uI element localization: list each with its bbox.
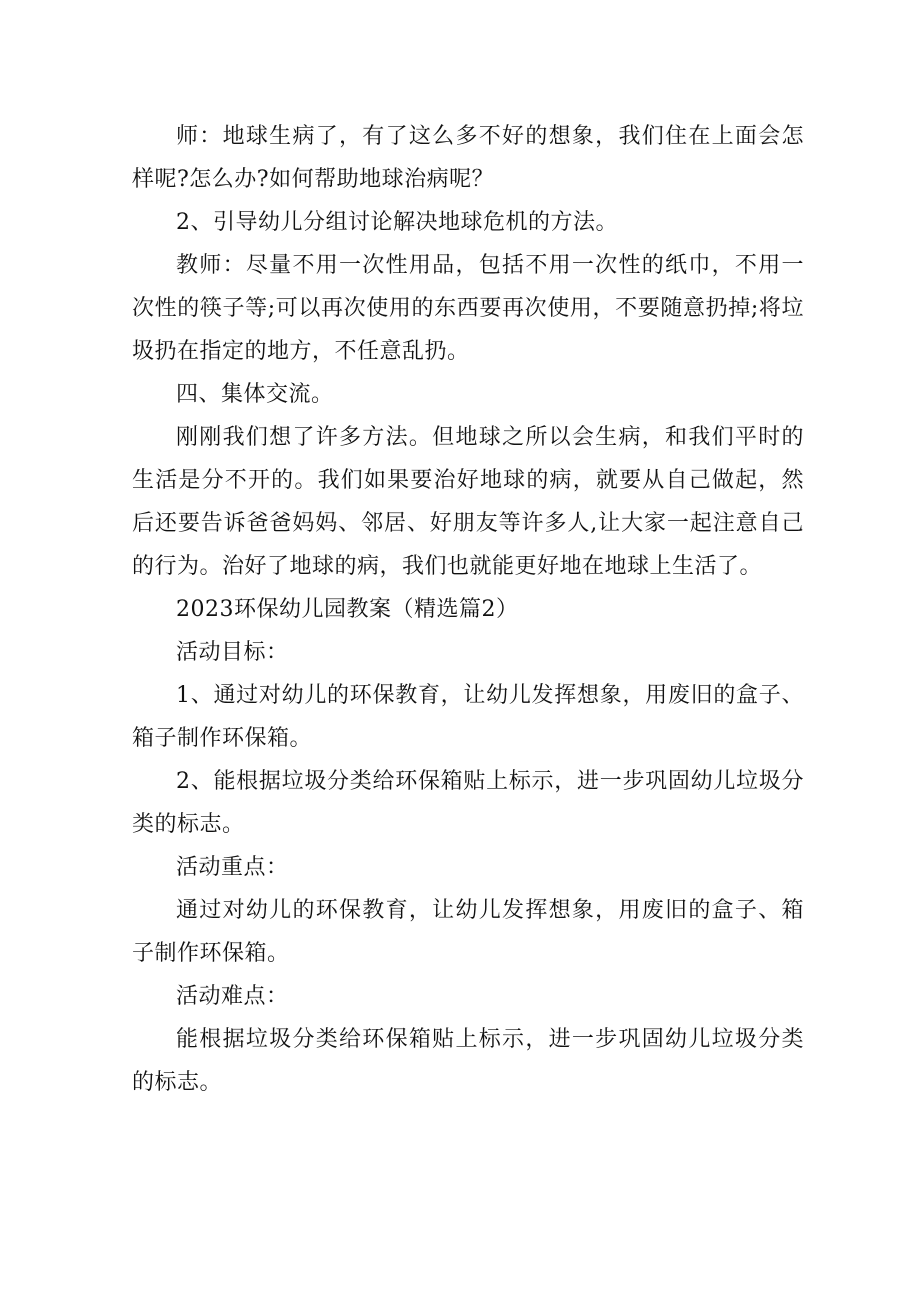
activity-focus-text: 通过对幼儿的环保教育，让幼儿发挥想象，用废旧的盒子、箱子制作环保箱。 <box>132 898 804 966</box>
paragraph-teacher-question: 师：地球生病了，有了这么多不好的想象，我们住在上面会怎样呢?怎么办?如何帮助地球治病呢？ <box>132 124 804 192</box>
goal-1: 1、通过对幼儿的环保教育，让幼儿发挥想象，用废旧的盒子、箱子制作环保箱。 <box>132 683 804 751</box>
paragraph-summary: 刚刚我们想了许多方法。但地球之所以会生病，和我们平时的生活是分不开的。我们如果要治好地球的病，就要从自己做起，然后还要告诉爸爸妈妈、邻居、好朋友等许多人,让大家一起注意自己的行为。治好了地球的病，我们也就能更好地在地球上生活了。 <box>132 425 804 579</box>
goal-2: 2、能根据垃圾分类给环保箱贴上标示，进一步巩固幼儿垃圾分类的标志。 <box>132 769 804 837</box>
heading-activity-focus: 活动重点： <box>176 855 289 880</box>
paragraph-step-2: 2、引导幼儿分组讨论解决地球危机的方法。 <box>176 210 618 235</box>
section-heading-collective-exchange: 四、集体交流。 <box>176 382 334 407</box>
heading-activity-goals: 活动目标： <box>176 640 289 665</box>
lesson-title-2: 2023环保幼儿园教案（精选篇2） <box>176 597 519 622</box>
document-body <box>132 115 804 1104</box>
paragraph-teacher-advice: 教师：尽量不用一次性用品，包括不用一次性的纸巾，不用一次性的筷子等;可以再次使用的东西要再次使用，不要随意扔掉;将垃圾扔在指定的地方，不任意乱扔。 <box>132 253 804 364</box>
activity-difficulty-text: 能根据垃圾分类给环保箱贴上标示，进一步巩固幼儿垃圾分类的标志。 <box>132 1027 804 1095</box>
heading-activity-difficulty: 活动难点： <box>176 984 289 1009</box>
